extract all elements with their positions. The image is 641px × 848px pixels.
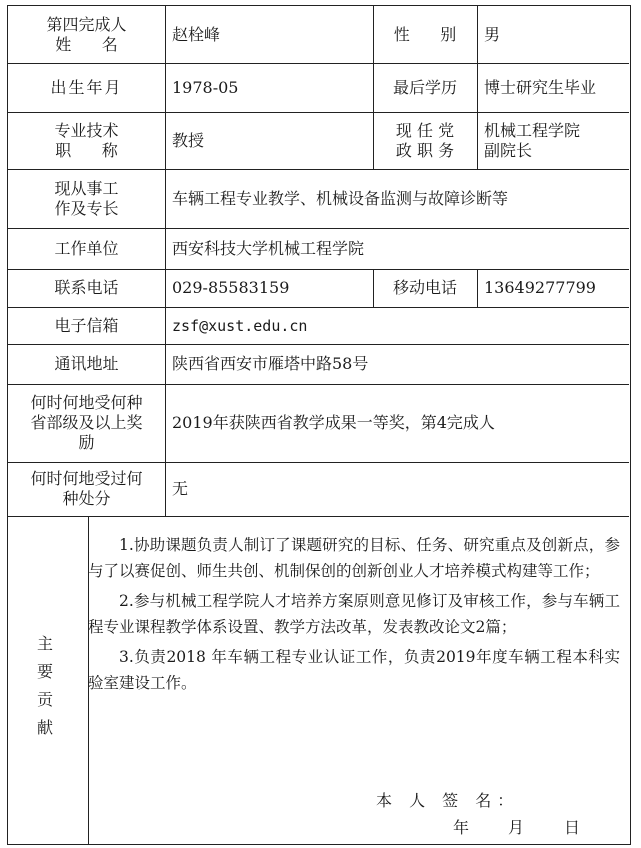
post-label-line2: 政 职 务 [395, 140, 455, 160]
punish-value: 无 [172, 479, 189, 498]
unit-value: 西安科技大学机械工程学院 [172, 238, 365, 258]
address-value: 陕西省西安市雁塔中路58号 [172, 354, 369, 373]
award-value: 2019年获陕西省教学成果一等奖，第4完成人 [172, 413, 495, 432]
phone-label: 联系电话 [54, 278, 119, 297]
contribution-label-char: 献 [36, 718, 53, 737]
name-value: 赵栓峰 [172, 24, 221, 44]
application-form [7, 5, 631, 845]
gender-value: 男 [484, 24, 501, 44]
phone-value: 029-85583159 [172, 278, 290, 297]
gender-label: 性 别 [393, 24, 457, 44]
date-month: 月 [508, 818, 525, 837]
contribution-paragraph: 1.协助课题负责人制订了课题研究的目标、任务、研究重点及创新点，参与了以赛促创、师生共创、机制保创的创新创业人才培养模式构建等工作； [88, 536, 620, 580]
work-label-line1: 现从事工 [54, 178, 119, 198]
work-label-line2: 作及专长 [54, 198, 119, 218]
contribution-paragraph: 3.负责2018 年车辆工程专业认证工作，负责2019年度车辆工程本科实验室建设工作。 [88, 648, 620, 692]
work-value: 车辆工程专业教学、机械设备监测与故障诊断等 [172, 188, 509, 208]
name-label-line2: 姓 名 [55, 34, 118, 54]
education-value: 博士研究生毕业 [484, 77, 597, 97]
post-value-line2: 副院长 [484, 140, 533, 160]
signature-label: 本 人 签 名： [376, 791, 520, 810]
contribution-label [30, 630, 60, 742]
contribution-label-char: 主 [36, 634, 53, 653]
contribution-text [88, 532, 620, 696]
contribution-paragraph: 2.参与机械工程学院人才培养方案原则意见修订及审核工作，参与车辆工程专业课程教学体系设置、教学方法改革，发表教改论文2篇； [88, 592, 620, 636]
award-label-cell [8, 384, 165, 462]
title-label-line1: 专业技术 [54, 120, 119, 140]
title-label-line2: 职 称 [55, 140, 118, 160]
education-label: 最后学历 [392, 77, 457, 97]
date-year: 年 [453, 818, 470, 837]
birth-value: 1978-05 [172, 77, 239, 97]
work-label-cell [8, 169, 165, 228]
contribution-label-char: 贡 [36, 690, 53, 709]
name-label-cell [8, 6, 165, 63]
post-value-cell [477, 112, 629, 169]
contribution-label-char: 要 [36, 662, 53, 681]
row-divider [8, 516, 629, 517]
mobile-value: 13649277799 [484, 278, 596, 297]
title-label-cell [8, 112, 165, 169]
post-value-line1: 机械工程学院 [484, 120, 581, 140]
award-label-line2: 省部级及以上奖 [30, 413, 143, 432]
punish-label-cell [8, 462, 165, 516]
punish-label-line2: 种处分 [62, 489, 111, 508]
title-value: 教授 [172, 130, 205, 150]
punish-label-line1: 何时何地受过何 [30, 469, 143, 488]
unit-label: 工作单位 [54, 238, 119, 258]
address-label: 通讯地址 [54, 354, 119, 373]
name-label-line1: 第四完成人 [46, 14, 127, 34]
award-label-line1: 何时何地受何种 [30, 393, 143, 412]
post-label-cell [373, 112, 477, 169]
email-value: zsf@xust.edu.cn [172, 316, 308, 335]
birth-label: 出生年月 [50, 77, 123, 97]
post-label-line1: 现 任 党 [395, 120, 455, 140]
mobile-label: 移动电话 [392, 278, 457, 297]
date-day: 日 [564, 818, 581, 837]
award-label-line3: 励 [78, 433, 95, 452]
email-label: 电子信箱 [54, 315, 119, 335]
